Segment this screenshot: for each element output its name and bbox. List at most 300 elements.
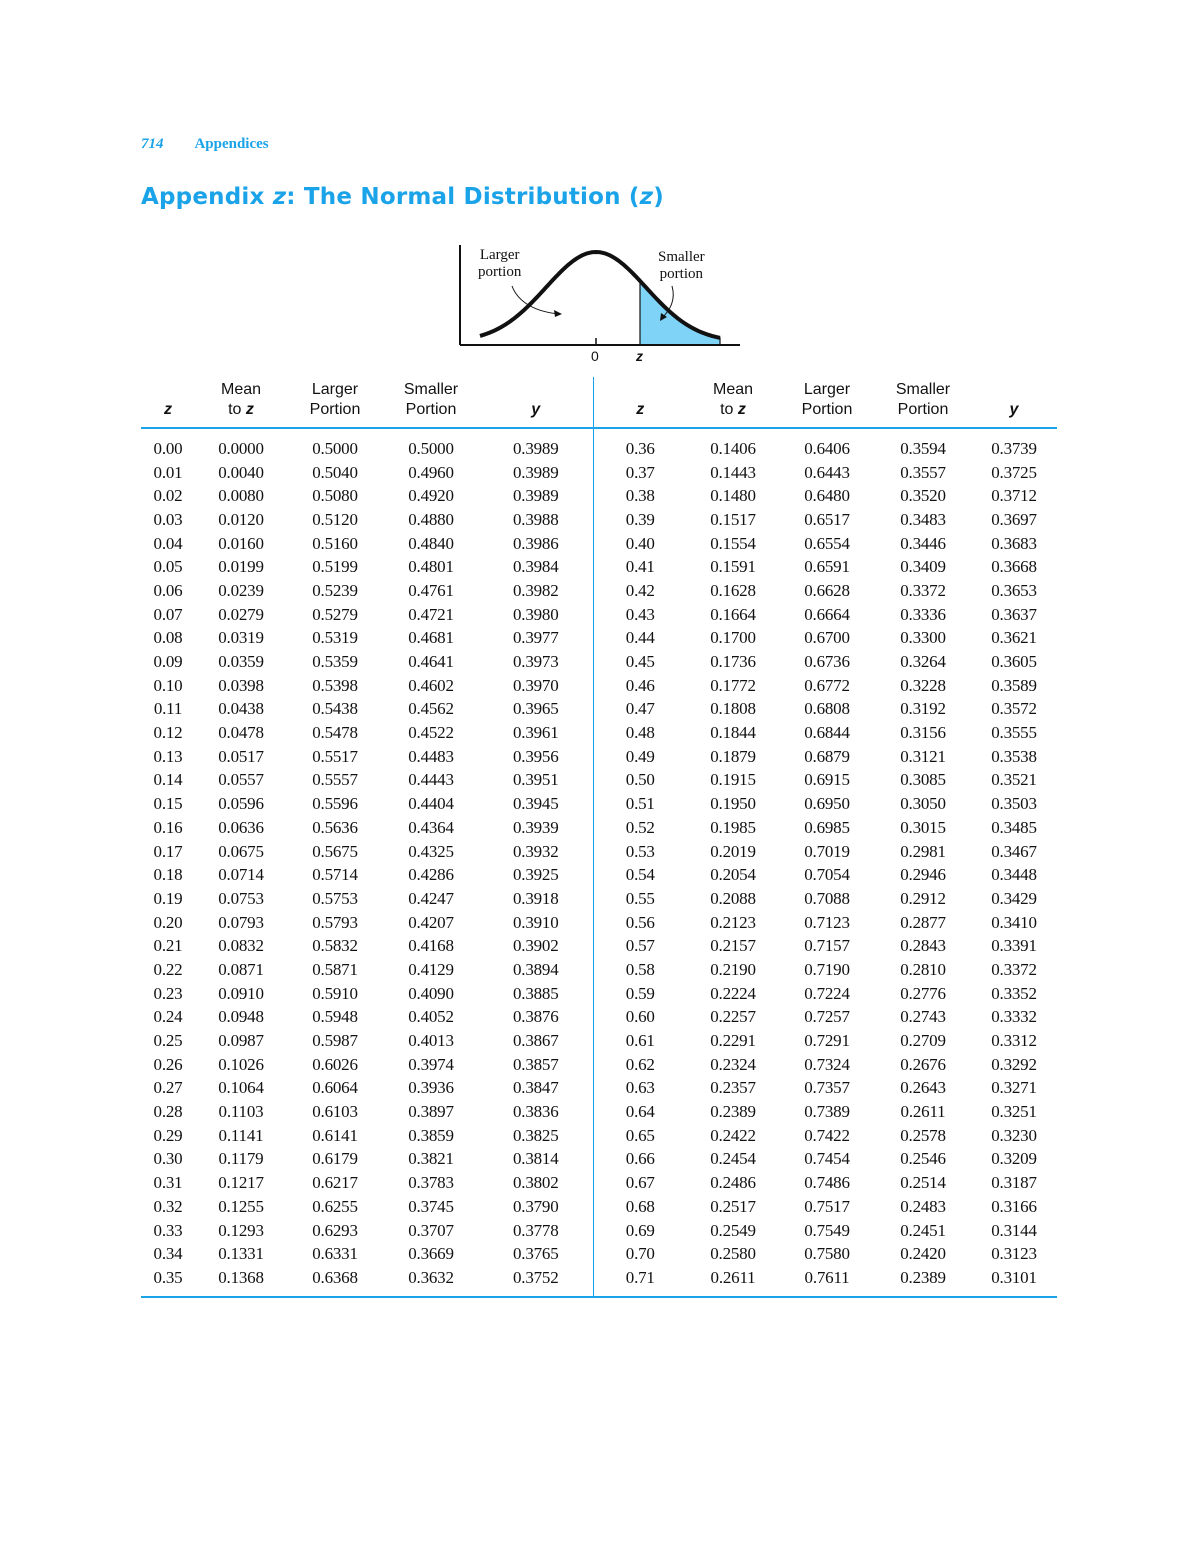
table-cell: 0.03 — [153, 509, 183, 529]
table-row — [141, 1242, 1057, 1266]
table-cell: 0.5832 — [312, 936, 358, 956]
table-cell: 0.1664 — [710, 604, 756, 624]
table-cell: 0.2743 — [900, 1007, 946, 1027]
table-cell: 0.6554 — [804, 533, 850, 553]
table-cell: 0.4286 — [408, 865, 454, 885]
title-prefix: Appendix — [141, 184, 273, 210]
table-cell: 0.3166 — [991, 1196, 1037, 1216]
table-cell: 0.2877 — [900, 912, 946, 932]
table-cell: 0.0636 — [218, 817, 264, 837]
table-cell: 0.3836 — [479, 1100, 593, 1124]
table-cell: 0.4090 — [408, 983, 454, 1003]
table-cell: 0.28 — [153, 1102, 183, 1122]
page-number: 714 — [141, 136, 164, 152]
table-cell: 0.7357 — [804, 1078, 850, 1098]
table-cell: 0.0279 — [218, 604, 264, 624]
table-cell: 0.1950 — [710, 794, 756, 814]
table-cell: 0.3589 — [991, 675, 1037, 695]
table-cell: 0.3936 — [408, 1078, 454, 1098]
table-cell: 0.6700 — [804, 628, 850, 648]
table-cell: 0.2549 — [710, 1220, 756, 1240]
table-cell: 0.0080 — [218, 486, 264, 506]
table-cell: 0.4960 — [408, 462, 454, 482]
table-cell: 0.27 — [153, 1078, 183, 1098]
table-cell: 0.3712 — [991, 486, 1037, 506]
table-cell: 0.3910 — [479, 911, 593, 935]
table-cell: 0.3707 — [408, 1220, 454, 1240]
table-row — [141, 1100, 1057, 1124]
table-cell: 0.3336 — [900, 604, 946, 624]
table-cell: 0.3271 — [991, 1078, 1037, 1098]
table-cell: 0.47 — [625, 699, 655, 719]
table-cell: 0.2810 — [900, 959, 946, 979]
table-row — [141, 1171, 1057, 1195]
table-cell: 0.0714 — [218, 865, 264, 885]
table-cell: 0.3956 — [479, 745, 593, 769]
table-cell: 0.5478 — [312, 723, 358, 743]
table-cell: 0.44 — [625, 628, 655, 648]
table-cell: 0.7517 — [804, 1196, 850, 1216]
table-cell: 0.7088 — [804, 888, 850, 908]
table-cell: 0.3228 — [900, 675, 946, 695]
table-cell: 0.1985 — [710, 817, 756, 837]
table-cell: 0.4920 — [408, 486, 454, 506]
table-cell: 0.2611 — [900, 1102, 946, 1122]
table-cell: 0.57 — [625, 936, 655, 956]
table-cell: 0.5319 — [312, 628, 358, 648]
table-cell: 0.6664 — [804, 604, 850, 624]
table-cell: 0.5398 — [312, 675, 358, 695]
table-cell: 0.56 — [625, 912, 655, 932]
table-cell: 0.3980 — [479, 603, 593, 627]
table-cell: 0.3970 — [479, 674, 593, 698]
table-cell: 0.7019 — [804, 841, 850, 861]
table-row — [141, 484, 1057, 508]
table-cell: 0.2843 — [900, 936, 946, 956]
table-cell: 0.3503 — [991, 794, 1037, 814]
table-cell: 0.3802 — [479, 1171, 593, 1195]
table-row — [141, 650, 1057, 674]
table-cell: 0.46 — [625, 675, 655, 695]
table-cell: 0.7454 — [804, 1149, 850, 1169]
table-cell: 0.1736 — [710, 652, 756, 672]
col-header-y-right: y — [971, 377, 1057, 428]
col-header-y: y — [479, 377, 593, 428]
table-cell: 0.5636 — [312, 817, 358, 837]
table-cell: 0.66 — [625, 1149, 655, 1169]
table-row — [141, 982, 1057, 1006]
table-cell: 0.6844 — [804, 723, 850, 743]
table-cell: 0.42 — [625, 580, 655, 600]
table-cell: 0.3951 — [479, 769, 593, 793]
table-cell: 0.7549 — [804, 1220, 850, 1240]
table-row — [141, 1266, 1057, 1297]
table-cell: 0.1700 — [710, 628, 756, 648]
table-cell: 0.3121 — [900, 746, 946, 766]
col-header-larger-right: Larger Portion — [779, 377, 875, 428]
table-cell: 0.6950 — [804, 794, 850, 814]
table-cell: 0.3783 — [408, 1173, 454, 1193]
table-cell: 0.5517 — [312, 746, 358, 766]
smaller-label-line2: portion — [659, 266, 703, 282]
table-cell: 0.6736 — [804, 652, 850, 672]
table-cell: 0.6406 — [804, 438, 850, 458]
table-row — [141, 840, 1057, 864]
table-cell: 0.6879 — [804, 746, 850, 766]
table-cell: 0.4247 — [408, 888, 454, 908]
table-cell: 0.3945 — [479, 792, 593, 816]
table-cell: 0.0478 — [218, 723, 264, 743]
table-cell: 0.15 — [153, 794, 183, 814]
table-cell: 0.4602 — [408, 675, 454, 695]
table-cell: 0.49 — [625, 746, 655, 766]
table-cell: 0.41 — [625, 557, 655, 577]
table-cell: 0.3555 — [991, 723, 1037, 743]
table-cell: 0.3101 — [971, 1266, 1057, 1297]
table-cell: 0.1331 — [218, 1244, 264, 1264]
table-cell: 0.0871 — [218, 959, 264, 979]
table-cell: 0.6915 — [804, 770, 850, 790]
table-cell: 0.11 — [153, 699, 183, 719]
table-cell: 0.3974 — [408, 1054, 454, 1074]
table-cell: 0.08 — [153, 628, 183, 648]
table-cell: 0.3683 — [991, 533, 1037, 553]
normal-distribution-table — [141, 377, 1057, 1298]
table-cell: 0.3925 — [479, 863, 593, 887]
table-cell: 0.3765 — [479, 1242, 593, 1266]
table-cell: 0.5279 — [312, 604, 358, 624]
table-cell: 0.1554 — [710, 533, 756, 553]
table-cell: 0.4483 — [408, 746, 454, 766]
table-cell: 0.7422 — [804, 1125, 850, 1145]
table-cell: 0.40 — [625, 533, 655, 553]
table-cell: 0.2580 — [710, 1244, 756, 1264]
table-cell: 0.3446 — [900, 533, 946, 553]
table-cell: 0.4207 — [408, 912, 454, 932]
table-cell: 0.6026 — [312, 1054, 358, 1074]
table-cell: 0.3605 — [991, 652, 1037, 672]
table-cell: 0.3986 — [479, 532, 593, 556]
table-cell: 0.3521 — [991, 770, 1037, 790]
table-cell: 0.2019 — [710, 841, 756, 861]
table-cell: 0.1217 — [218, 1173, 264, 1193]
table-cell: 0.3989 — [479, 428, 593, 461]
table-cell: 0.2517 — [710, 1196, 756, 1216]
table-cell: 0.3300 — [900, 628, 946, 648]
table-row — [141, 863, 1057, 887]
table-cell: 0.2451 — [900, 1220, 946, 1240]
table-row — [141, 1077, 1057, 1101]
table-cell: 0.3209 — [991, 1149, 1037, 1169]
larger-portion-label — [478, 247, 521, 281]
table-cell: 0.2514 — [900, 1173, 946, 1193]
table-cell: 0.4325 — [408, 841, 454, 861]
table-cell: 0.6179 — [312, 1149, 358, 1169]
table-cell: 0.2486 — [710, 1173, 756, 1193]
table-cell: 0.3668 — [991, 557, 1037, 577]
table-cell: 0.7190 — [804, 959, 850, 979]
table-cell: 0.64 — [625, 1102, 655, 1122]
table-cell: 0.24 — [153, 1007, 183, 1027]
table-cell: 0.3352 — [991, 983, 1037, 1003]
table-cell: 0.3230 — [991, 1125, 1037, 1145]
table-cell: 0.3391 — [991, 936, 1037, 956]
table-cell: 0.5000 — [312, 438, 358, 458]
table-cell: 0.29 — [153, 1125, 183, 1145]
table-cell: 0.54 — [625, 865, 655, 885]
larger-arrowhead — [554, 310, 562, 317]
table-cell: 0.2611 — [687, 1266, 779, 1297]
table-cell: 0.3973 — [479, 650, 593, 674]
table-cell: 0.1026 — [218, 1054, 264, 1074]
table-cell: 0.3251 — [991, 1102, 1037, 1122]
table-cell: 0.1879 — [710, 746, 756, 766]
table-row — [141, 887, 1057, 911]
table-cell: 0.2981 — [900, 841, 946, 861]
table-cell: 0.50 — [625, 770, 655, 790]
table-cell: 0.0832 — [218, 936, 264, 956]
title-suffix: : The Normal Distribution ( — [286, 184, 640, 210]
table-cell: 0.1064 — [218, 1078, 264, 1098]
table-cell: 0.4840 — [408, 533, 454, 553]
table-cell: 0.7054 — [804, 865, 850, 885]
table-cell: 0.0319 — [218, 628, 264, 648]
table-row — [141, 532, 1057, 556]
table-row — [141, 958, 1057, 982]
table-row — [141, 1029, 1057, 1053]
table-cell: 0.53 — [625, 841, 655, 861]
table-cell: 0.2422 — [710, 1125, 756, 1145]
table-cell: 0.2123 — [710, 912, 756, 932]
table-cell: 0.3790 — [479, 1195, 593, 1219]
col-header-mean-right: Mean to z — [687, 377, 779, 428]
table-cell: 0.4562 — [408, 699, 454, 719]
table-cell: 0.3332 — [991, 1007, 1037, 1027]
axis-z-label: z — [636, 348, 643, 364]
table-cell: 0.43 — [625, 604, 655, 624]
table-cell: 0.61 — [625, 1031, 655, 1051]
col-header-z-right: z — [593, 377, 687, 428]
smaller-label-line1: Smaller — [658, 249, 705, 265]
table-cell: 0.3538 — [991, 746, 1037, 766]
table-cell: 0.10 — [153, 675, 183, 695]
table-cell: 0.7257 — [804, 1007, 850, 1027]
table-cell: 0.3825 — [479, 1124, 593, 1148]
table-cell: 0.1772 — [710, 675, 756, 695]
table-row — [141, 428, 1057, 461]
table-cell: 0.3814 — [479, 1148, 593, 1172]
table-cell: 0.0239 — [218, 580, 264, 600]
table-cell: 0.4013 — [408, 1031, 454, 1051]
table-cell: 0.4052 — [408, 1007, 454, 1027]
table-cell: 0.6772 — [804, 675, 850, 695]
table-cell: 0.3669 — [408, 1244, 454, 1264]
table-cell: 0.5160 — [312, 533, 358, 553]
table-cell: 0.3885 — [479, 982, 593, 1006]
table-cell: 0.2257 — [710, 1007, 756, 1027]
table-cell: 0.3989 — [479, 484, 593, 508]
table-cell: 0.2776 — [900, 983, 946, 1003]
table-cell: 0.31 — [153, 1173, 183, 1193]
table-cell: 0.3429 — [991, 888, 1037, 908]
table-cell: 0.0675 — [218, 841, 264, 861]
table-cell: 0.48 — [625, 723, 655, 743]
table-row — [141, 1006, 1057, 1030]
table-cell: 0.33 — [153, 1220, 183, 1240]
table-cell: 0.2546 — [900, 1149, 946, 1169]
table-cell: 0.2454 — [710, 1149, 756, 1169]
table-cell: 0.70 — [625, 1244, 655, 1264]
table-cell: 0.4168 — [408, 936, 454, 956]
table-cell: 0.34 — [153, 1244, 183, 1264]
table-cell: 0.5675 — [312, 841, 358, 861]
table-cell: 0.1255 — [218, 1196, 264, 1216]
table-cell: 0.1628 — [710, 580, 756, 600]
table-cell: 0.4641 — [408, 652, 454, 672]
table-cell: 0.0160 — [218, 533, 264, 553]
table-cell: 0.35 — [141, 1266, 195, 1297]
table-cell: 0.3467 — [991, 841, 1037, 861]
table-cell: 0.62 — [625, 1054, 655, 1074]
table-cell: 0.6217 — [312, 1173, 358, 1193]
table-cell: 0.3448 — [991, 865, 1037, 885]
table-cell: 0.6368 — [287, 1266, 383, 1297]
table-cell: 0.0910 — [218, 983, 264, 1003]
table-cell: 0.1141 — [218, 1125, 264, 1145]
table-cell: 0.60 — [625, 1007, 655, 1027]
table-cell: 0.0040 — [218, 462, 264, 482]
table-cell: 0.04 — [153, 533, 183, 553]
table-cell: 0.36 — [625, 438, 655, 458]
table-cell: 0.5000 — [408, 438, 454, 458]
table-cell: 0.3187 — [991, 1173, 1037, 1193]
table-cell: 0.5871 — [312, 959, 358, 979]
table-cell: 0.6480 — [804, 486, 850, 506]
table-cell: 0.3876 — [479, 1006, 593, 1030]
table-cell: 0.5753 — [312, 888, 358, 908]
table-row — [141, 816, 1057, 840]
table-cell: 0.1591 — [710, 557, 756, 577]
table-cell: 0.19 — [153, 888, 183, 908]
table-cell: 0.2190 — [710, 959, 756, 979]
table-cell: 0.1103 — [218, 1102, 264, 1122]
table-cell: 0.3292 — [991, 1054, 1037, 1074]
table-cell: 0.0753 — [218, 888, 264, 908]
table-cell: 0.3897 — [408, 1102, 454, 1122]
table-cell: 0.20 — [153, 912, 183, 932]
table-cell: 0.3988 — [479, 508, 593, 532]
table-cell: 0.3847 — [479, 1077, 593, 1101]
table-cell: 0.2420 — [900, 1244, 946, 1264]
table-cell: 0.5557 — [312, 770, 358, 790]
table-cell: 0.1517 — [710, 509, 756, 529]
table-cell: 0.5080 — [312, 486, 358, 506]
table-cell: 0.05 — [153, 557, 183, 577]
table-cell: 0.51 — [625, 794, 655, 814]
table-cell: 0.4761 — [408, 580, 454, 600]
title-end: ) — [653, 184, 664, 210]
table-cell: 0.3520 — [900, 486, 946, 506]
table-cell: 0.3632 — [383, 1266, 479, 1297]
table-cell: 0.1293 — [218, 1220, 264, 1240]
title-symbol: z — [272, 184, 287, 210]
table-cell: 0.3123 — [991, 1244, 1037, 1264]
table-cell: 0.0199 — [218, 557, 264, 577]
table-cell: 0.7580 — [804, 1244, 850, 1264]
table-cell: 0.3932 — [479, 840, 593, 864]
table-cell: 0.12 — [153, 723, 183, 743]
table-cell: 0.0398 — [218, 675, 264, 695]
larger-label-line1: Larger — [479, 247, 520, 263]
table-cell: 0.3857 — [479, 1053, 593, 1077]
table-cell: 0.3485 — [991, 817, 1037, 837]
table-cell: 0.4801 — [408, 557, 454, 577]
table-cell: 0.2483 — [900, 1196, 946, 1216]
table-cell: 0.5438 — [312, 699, 358, 719]
table-cell: 0.2709 — [900, 1031, 946, 1051]
table-cell: 0.2088 — [710, 888, 756, 908]
table-cell: 0.09 — [153, 652, 183, 672]
table-cell: 0.3859 — [408, 1125, 454, 1145]
section-name: Appendices — [194, 136, 269, 152]
table-cell: 0.3867 — [479, 1029, 593, 1053]
table-cell: 0.25 — [153, 1031, 183, 1051]
table-cell: 0.3697 — [991, 509, 1037, 529]
table-cell: 0.30 — [153, 1149, 183, 1169]
table-cell: 0.0596 — [218, 794, 264, 814]
table-row — [141, 745, 1057, 769]
table-cell: 0.0948 — [218, 1007, 264, 1027]
table-row — [141, 721, 1057, 745]
table-cell: 0.6443 — [804, 462, 850, 482]
table-cell: 0.0000 — [218, 438, 264, 458]
table-cell: 0.06 — [153, 580, 183, 600]
table-row — [141, 461, 1057, 485]
table-cell: 0.1406 — [710, 438, 756, 458]
table-cell: 0.3144 — [991, 1220, 1037, 1240]
table-row — [141, 1148, 1057, 1172]
table-cell: 0.4364 — [408, 817, 454, 837]
table-cell: 0.17 — [153, 841, 183, 861]
table-cell: 0.5793 — [312, 912, 358, 932]
table-cell: 0.2912 — [900, 888, 946, 908]
table-cell: 0.3821 — [408, 1149, 454, 1169]
table-cell: 0.6591 — [804, 557, 850, 577]
table-cell: 0.1480 — [710, 486, 756, 506]
table-cell: 0.16 — [153, 817, 183, 837]
table-cell: 0.3902 — [479, 934, 593, 958]
larger-label-line2: portion — [478, 264, 522, 280]
table-cell: 0.71 — [593, 1266, 687, 1297]
table-cell: 0.59 — [625, 983, 655, 1003]
table-cell: 0.3939 — [479, 816, 593, 840]
col-header-larger: Larger Portion — [287, 377, 383, 428]
table-cell: 0.37 — [625, 462, 655, 482]
normal-curve-figure — [440, 240, 760, 370]
table-cell: 0.3637 — [991, 604, 1037, 624]
table-cell: 0.6985 — [804, 817, 850, 837]
table-cell: 0.55 — [625, 888, 655, 908]
col-header-mean: Mean to z — [195, 377, 287, 428]
table-cell: 0.52 — [625, 817, 655, 837]
table-row — [141, 555, 1057, 579]
table-row — [141, 1195, 1057, 1219]
page-title — [141, 184, 664, 210]
table-cell: 0.3984 — [479, 555, 593, 579]
table-body — [141, 428, 1057, 1297]
table-cell: 0.4522 — [408, 723, 454, 743]
table-cell: 0.00 — [153, 438, 183, 458]
